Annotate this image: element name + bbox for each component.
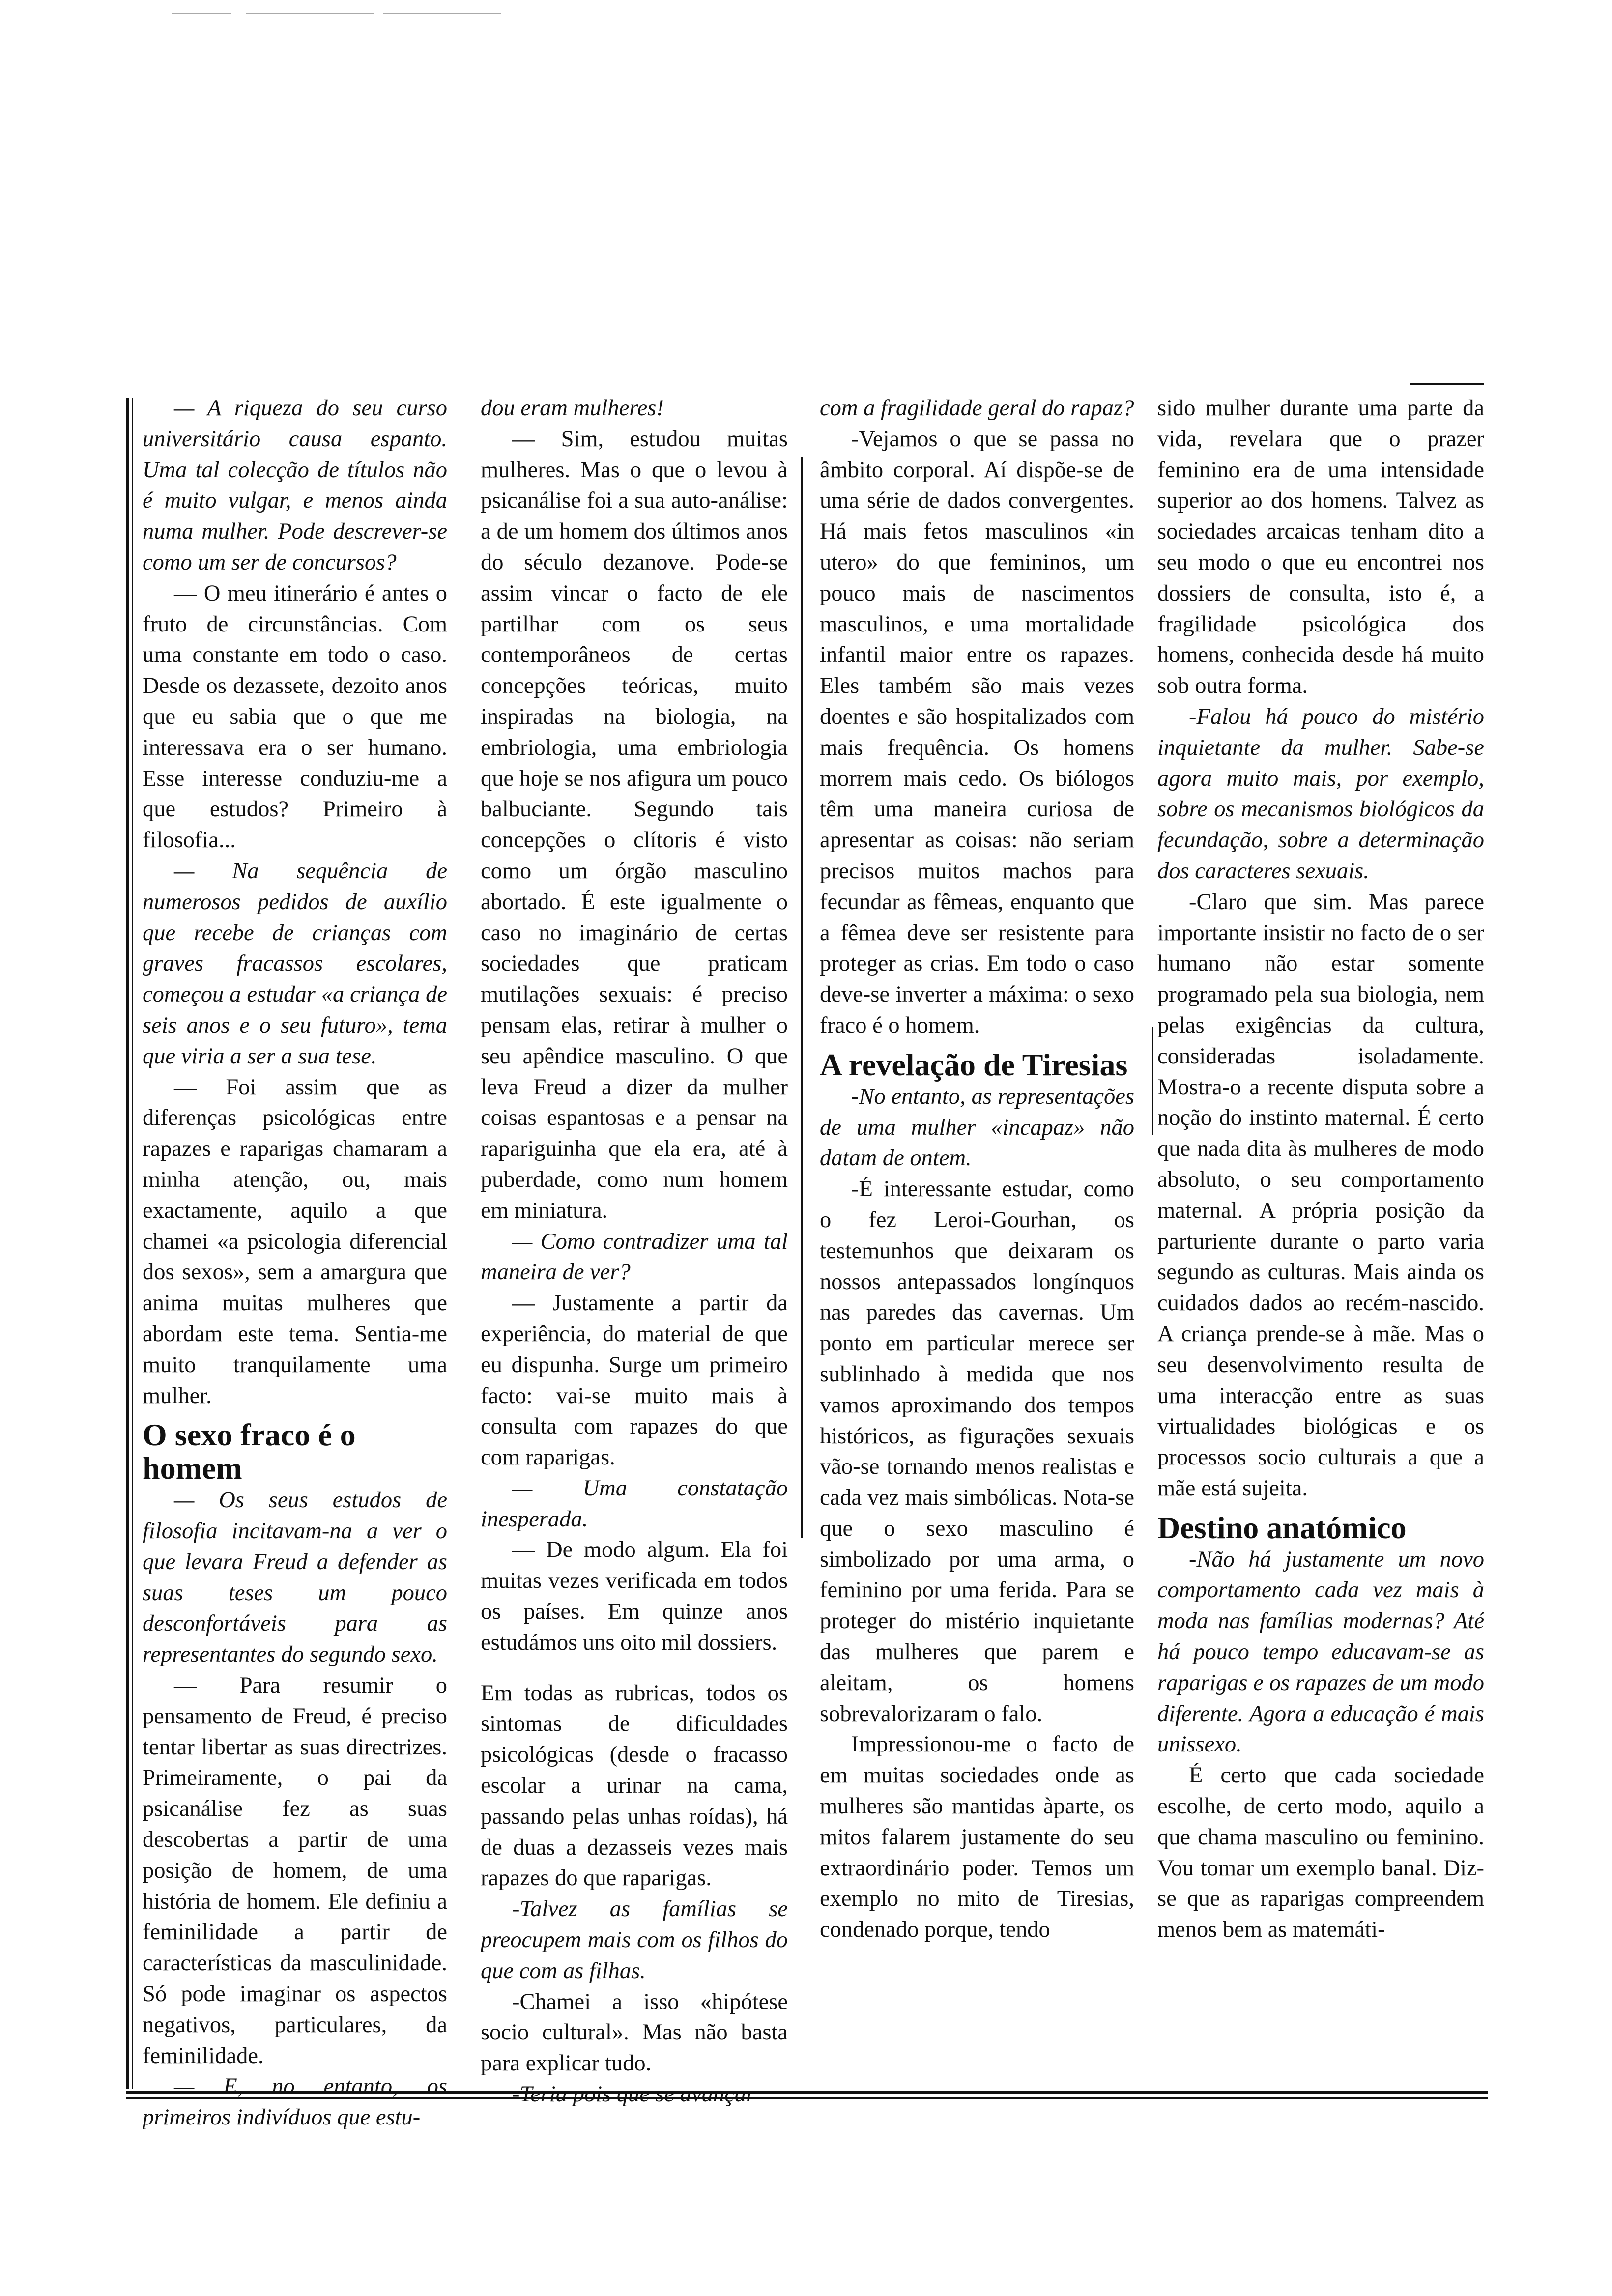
interviewer-question: — E, no entanto, os primeiros indivíduos que estu- (143, 2074, 447, 2130)
interviewer-question: — Uma constatação inesperada. (481, 1475, 788, 1532)
left-border-rule (132, 398, 133, 2089)
interviewer-question: com a fragilidade geral do rapaz? (820, 396, 1134, 421)
answer-paragraph: — O meu itinerário é antes o fruto de circunstâncias. Com uma constante em todo o caso. Desde os dezassete, dezoito anos que eu sabia que o que me interessava era o ser humano. Esse interesse conduziu-me a que estudos? Primeiro à filosofia... (143, 580, 447, 853)
interviewer-question: — A riqueza do seu curso universitário causa espanto. Uma tal colecção de títulos não é muito vulgar, e menos ainda numa mulher. Pode descrever-se como um ser de concursos? (143, 396, 447, 575)
interviewer-question: dou eram mulheres! (481, 396, 664, 421)
answer-paragraph: -Chamei a isso «hipótese socio cultural». Mas não basta para explicar tudo. (481, 1989, 788, 2076)
interviewer-question: -Talvez as famílias se preocupem mais com os filhos do que com as filhas. (481, 1896, 788, 1983)
text-column-2 (481, 393, 788, 2143)
section-heading: Destino anatómico (1157, 1510, 1407, 1545)
interviewer-question: — Como contradizer uma tal maneira de ver? (481, 1229, 788, 1285)
interviewer-question: — Na sequência de numerosos pedidos de auxílio que recebe de crianças com graves fracassos escolares, começou a estudar «a criança de seis anos e o seu futuro», tema que viria a ser a sua tese. (143, 858, 447, 1069)
answer-paragraph: Em todas as rubricas, todos os sintomas de dificuldades psicológicas (desde o fracasso escolar a urinar na cama, passando pelas unhas roídas), há de duas a dezasseis vezes mais rapazes do que raparigas. (481, 1680, 788, 1891)
text-column-1 (143, 393, 447, 2143)
interviewer-question: -Teria pois que se avançar (512, 2082, 755, 2107)
left-border-rule (126, 398, 129, 2089)
answer-paragraph: — Para resumir o pensamento de Freud, é preciso tentar libertar as suas directrizes. Primeiramente, o pai da psicanálise fez as suas descobertas a partir de uma posição de homem, de uma história de homem. Ele definiu a feminilidade a partir de características da masculinidade. Só pode imaginar os aspectos negativos, particulares, da feminilidade. (143, 1673, 447, 2068)
answer-paragraph: -Vejamos o que se passa no âmbito corporal. Aí dispõe-se de uma série de dados convergentes. Há mais fetos masculinos «in utero» do que femininos, um pouco mais de nascimentos masculinos, e uma mortalidade infantil maior entre os rapazes. Eles também são mais vezes doentes e são hospitalizados com mais frequência. Os homens morrem mais cedo. Os biólogos têm uma maneira curiosa de apresentar as coisas: não seriam precisos muitos machos para fecundar as fêmeas, enquanto que a fêmea deve ser resistente para proteger as crias. Em todo o caso deve-se inverter a máxima: o sexo fraco é o homem. (820, 426, 1134, 1038)
column-divider (801, 457, 803, 1538)
text-column-3 (820, 393, 1134, 2143)
answer-paragraph: Impressionou-me o facto de em muitas sociedades onde as mulheres são mantidas àparte, os mitos falarem justamente do seu extraordinário poder. Temos um exemplo no mito de Tiresias, condenado porque, tendo (820, 1732, 1134, 1943)
text-column-4 (1157, 393, 1484, 2143)
interviewer-question: -Falou há pouco do mistério inquietante da mulher. Sabe-se agora muito mais, por exemplo, sobre os mecanismos biológicos da fecundação, sobre a determinação dos caracteres sexuais. (1157, 704, 1484, 884)
interviewer-question: -Não há justamente um novo comportamento cada vez mais à moda nas famílias modernas? Até há pouco tempo educavam-se as raparigas e os rapazes de um modo diferente. Agora a educação é mais unissexo. (1157, 1547, 1484, 1757)
section-heading: A revelação de Tiresias (820, 1047, 1128, 1082)
answer-paragraph: -É interessante estudar, como o fez Leroi-Gourhan, os testemunhos que deixaram os nossos antepassados longínquos nas paredes das cavernas. Um ponto em particular merece ser sublinhado à medida que nos vamos aproximando dos tempos históricos, as figurações sexuais vão-se tornando menos realistas e cada vez mais simbólicas. Nota-se que o sexo masculino é simbolizado por uma arma, o feminino por uma ferida. Para se proteger do mistério inquietante das mulheres que parem e aleitam, os homens sobrevalorizaram o falo. (820, 1177, 1134, 1726)
scan-artifact-line (172, 13, 231, 14)
answer-paragraph: — Foi assim que as diferenças psicológicas entre rapazes e raparigas chamaram a minha atenção, ou, mais exactamente, aquilo a que chamei «a psicologia diferencial dos sexos», sem a amargura que anima muitas mulheres que abordam este tema. Sentia-me muito tranquilamente uma mulher. (143, 1074, 447, 1408)
paragraph-gap (481, 1659, 788, 1678)
answer-paragraph: É certo que cada sociedade escolhe, de certo modo, aquilo a que chama masculino ou feminino. Vou tomar um exemplo banal. Diz-se que as raparigas compreendem menos bem as matemáti- (1157, 1763, 1484, 1943)
interviewer-question: -No entanto, as representações de uma mulher «incapaz» não datam de ontem. (820, 1084, 1134, 1171)
answer-paragraph: — Sim, estudou muitas mulheres. Mas o que o levou à psicanálise foi a sua auto-análise: a de um homem dos últimos anos do século dezanove. Pode-se assim vincar o facto de ele partilhar com os seus contemporâneos de certas concepções teóricas, muito inspiradas na biologia, na embriologia, uma embriologia que hoje se nos afigura um pouco balbuciante. Segundo tais concepções o clítoris é visto como um órgão masculino abortado. É este igualmente o caso no imaginário de certas sociedades que praticam mutilações sexuais: é preciso pensam elas, retirar à mulher o seu apêndice masculino. O que leva Freud a dizer da mulher coisas espantosas e a pensar na rapariguinha que ela era, até à puberdade, como num homem em miniatura. (481, 426, 788, 1223)
section-heading: O sexo fraco é o homem (143, 1417, 356, 1486)
answer-paragraph: — De modo algum. Ela foi muitas vezes verificada em todos os países. Em quinze anos estudámos uns oito mil dossiers. (481, 1537, 788, 1655)
answer-paragraph: -Claro que sim. Mas parece importante insistir no facto de o ser humano não estar somente programado pela sua biologia, nem pelas exigências da cultura, consideradas isoladamente. Mostra-o a recente disputa sobre a noção do instinto maternal. É certo que nada dita às mulheres de modo absoluto, o seu comportamento maternal. A própria posição da parturiente durante o parto varia segundo as culturas. Mais ainda os cuidados dados ao recém-nascido. A criança prende-se à mãe. Mas o seu desenvolvimento resulta de uma interacção entre as suas virtualidades biológicas e os processos socio culturais a que a mãe está sujeita. (1157, 889, 1484, 1501)
top-rule (1410, 383, 1484, 385)
answer-paragraph: — Justamente a partir da experiência, do material de que eu dispunha. Surge um primeiro facto: vai-se muito mais à consulta com rapazes do que com raparigas. (481, 1291, 788, 1470)
scan-artifact-line (246, 13, 374, 14)
interviewer-question: — Os seus estudos de filosofia incitavam-na a ver o que levara Freud a defender as suas teses um pouco desconfortáveis para as representantes do segundo sexo. (143, 1488, 447, 1667)
column-divider (1152, 1027, 1153, 1135)
scan-artifact-line (383, 13, 501, 14)
answer-paragraph: sido mulher durante uma parte da vida, revelara que o prazer feminino era de uma intensidade superior ao dos homens. Talvez as sociedades arcaicas tenham dito a seu modo o que eu encontrei nos dossiers de consulta, isto é, a fragilidade psicológica dos homens, conhecida desde há muito sob outra forma. (1157, 396, 1484, 699)
